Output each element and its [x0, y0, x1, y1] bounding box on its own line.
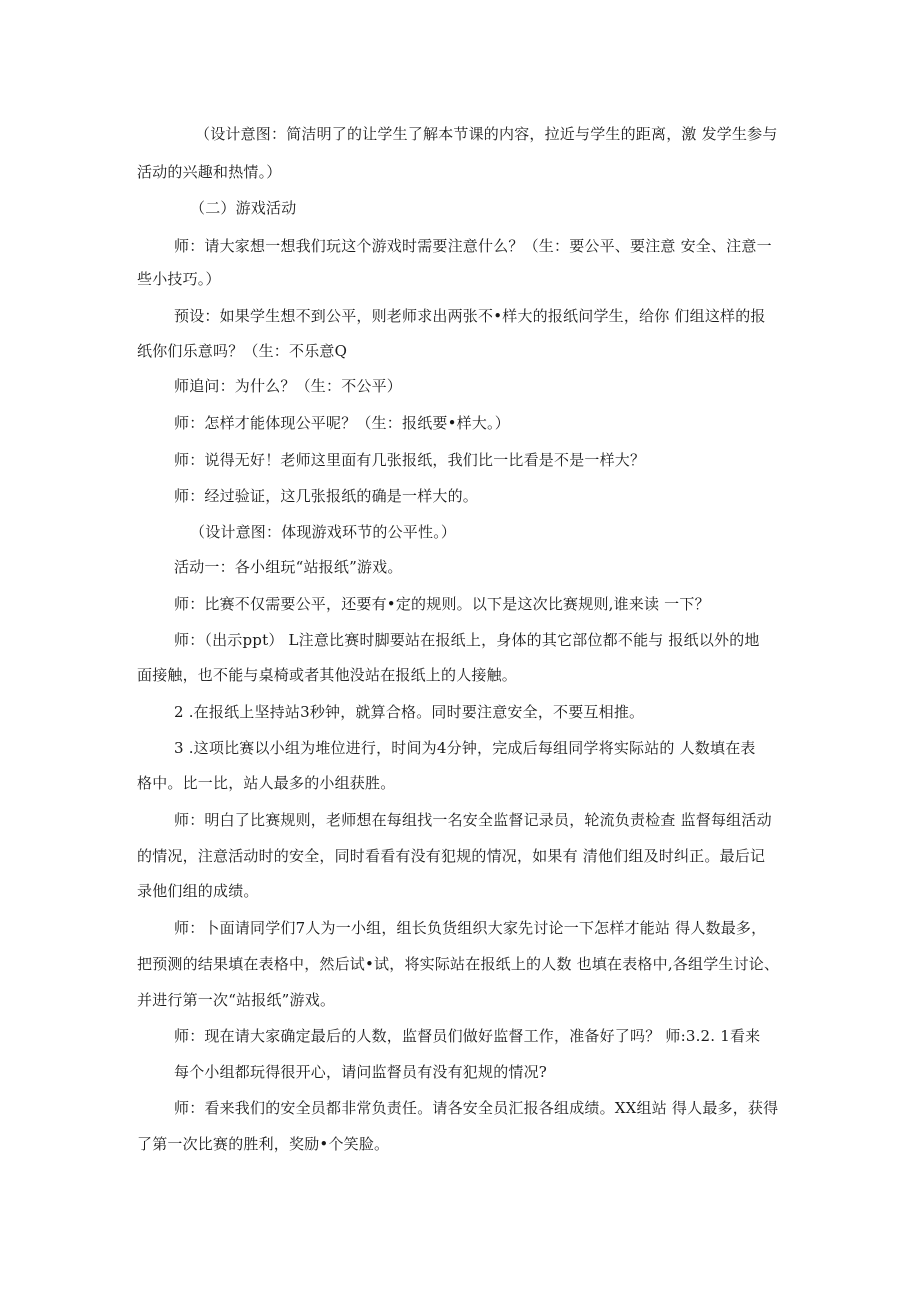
- text-line: 纸你们乐意吗？（生：不乐意Q: [137, 342, 348, 360]
- text-line: 面接触，也不能与桌椅或者其他没站在报纸上的人接触。: [137, 666, 518, 684]
- text-line: 预设：如果学生想不到公平，则老师求出两张不•样大的报纸问学生，给你 们组这样的报: [174, 307, 766, 325]
- text-line: （设计意图：简洁明了的让学生了解本节课的内容，拉近与学生的距离，激 发学生参与: [195, 125, 778, 143]
- text-line: 并进行第一次“站报纸”游戏。: [137, 991, 336, 1009]
- text-line: 师：看来我们的安全员都非常负责任。请各安全员汇报各组成绩。XX组站 得人最多，获得: [174, 1099, 779, 1117]
- text-line: 师：请大家想一想我们玩这个游戏时需要注意什么？（生：要公平、要注意 安全、注意一: [174, 237, 772, 255]
- text-line: 师：比赛不仅需要公平，还要有•定的规则。以下是这次比赛规则,谁来读 一下？: [174, 595, 710, 613]
- text-line: 师：经过验证，这几张报纸的确是一样大的。: [174, 487, 479, 505]
- text-line: 格中。比一比，站人最多的小组获胜。: [137, 774, 396, 792]
- text-line: 活动的兴趣和热情。）: [137, 163, 282, 181]
- text-line: 师：说得无好！老师这里面有几张报纸，我们比一比看是不是一样大？: [174, 451, 646, 469]
- text-line: 师：（出示ppt） L注意比赛时脚要站在报纸上，身体的其它部位都不能与 报纸以外的地: [174, 631, 760, 649]
- text-line: 师：怎样才能体现公平呢？（生：报纸要•样大。）: [174, 414, 510, 432]
- text-line: 师追问：为什么？（生：不公平）: [174, 377, 403, 395]
- list-item: 2 .在报纸上坚持站3秒钟，就算合格。同时要注意安全，不要互相推。: [174, 703, 645, 721]
- text-line: 活动一：各小组玩“站报纸”游戏。: [174, 558, 403, 576]
- text-line: 了第一次比赛的胜利，奖励•个笑脸。: [137, 1135, 390, 1153]
- text-line: 录他们组的成绩。: [137, 882, 259, 900]
- text-line: 师：现在请大家确定最后的人数，监督员们做好监督工作，准备好了吗？ 师:3.2. 1看来: [174, 1027, 761, 1045]
- text-line: 些小技巧。）: [137, 270, 221, 288]
- text-line: 师：明白了比赛规则，老师想在每组找一名安全监督记录员，轮流负责检查 监督每组活动: [174, 811, 772, 829]
- text-line: 每个小组都玩得很开心，请问监督员有没有犯规的情况?: [174, 1063, 548, 1081]
- text-line: 把预测的结果填在表格中，然后试•试，将实际站在报纸上的人数 也填在表格中,各组学生讨论、: [137, 955, 780, 973]
- list-item: 3 .这项比赛以小组为堆位进行，时间为4分钟，完成后每组同学将实际站的 人数填在表: [174, 739, 756, 757]
- text-line: （设计意图：体现游戏环节的公平性。）: [190, 523, 457, 541]
- text-line: 的情况，注意活动时的安全，同时看看有没有犯规的情况，如果有 清他们组及时纠正。最后记: [137, 847, 766, 865]
- section-heading: （二）游戏活动: [190, 199, 297, 217]
- text-line: 师：卜面请同学们7人为一小组，组长负货组织大家先讨论一下怎样才能站 得人数最多，: [174, 919, 767, 937]
